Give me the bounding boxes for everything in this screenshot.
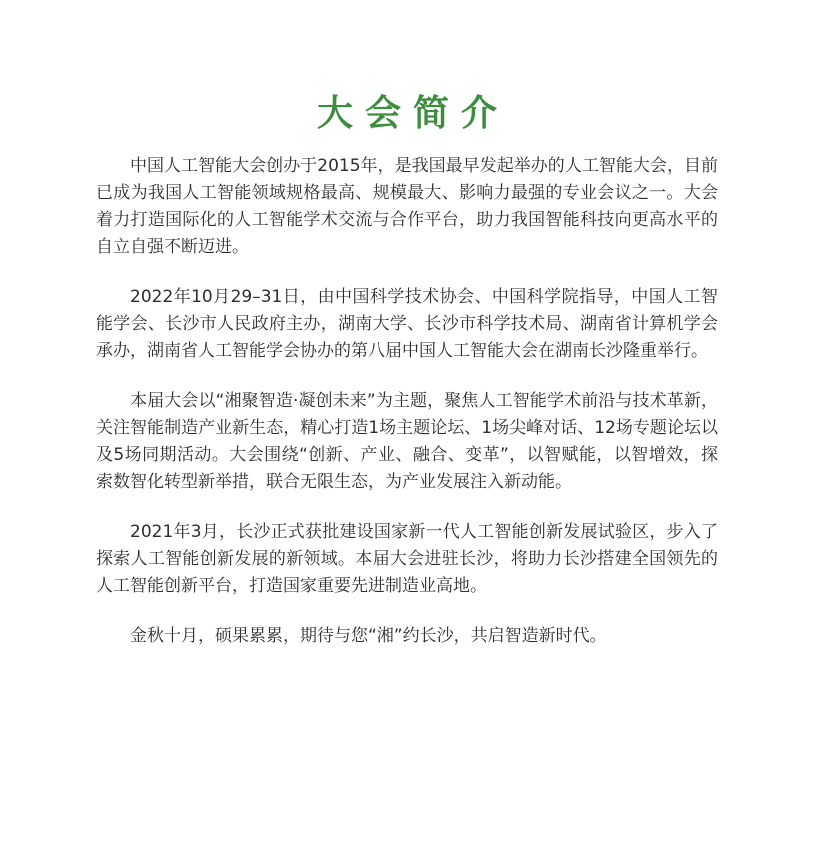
paragraph-theme: 本届大会以“湘聚智造·凝创未来”为主题，聚焦人工智能学术前沿与技术革新，关注智能制造产业新生态，精心打造1场主题论坛、1场尖峰对话、12场专题论坛以及5场同期活动。大会围绕“创新、产业、融合、变革”，以智赋能，以智增效，探索数智化转型新举措，联合无限生态，为产业发展注入新动能。	[96, 391, 718, 492]
paragraph-founding: 中国人工智能大会创办于2015年，是我国最早发起举办的人工智能大会，目前已成为我国人工智能领域规格最高、规模最大、影响力最强的专业会议之一。大会着力打造国际化的人工智能学术交流与合作平台，助力我国智能科技向更高水平的自立自强不断迈进。	[96, 156, 718, 257]
paragraph-invitation: 金秋十月，硕果累累，期待与您“湘”约长沙，共启智造新时代。	[130, 626, 607, 646]
paragraph-event-details: 2022年10月29–31日，由中国科学技术协会、中国科学院指导，中国人工智能学会、长沙市人民政府主办，湖南大学、长沙市科学技术局、湖南省计算机学会承办，湖南省人工智能学会协办的第八届中国人工智能大会在湖南长沙隆重举行。	[96, 287, 718, 361]
paragraph-changsha-zone: 2021年3月，长沙正式获批建设国家新一代人工智能创新发展试验区，步入了探索人工智能创新发展的新领域。本届大会进驻长沙，将助力长沙搭建全国领先的人工智能创新平台，打造国家重要先进制造业高地。	[96, 522, 718, 596]
intro-content	[96, 153, 718, 650]
page-title: 大会简介	[316, 93, 509, 134]
